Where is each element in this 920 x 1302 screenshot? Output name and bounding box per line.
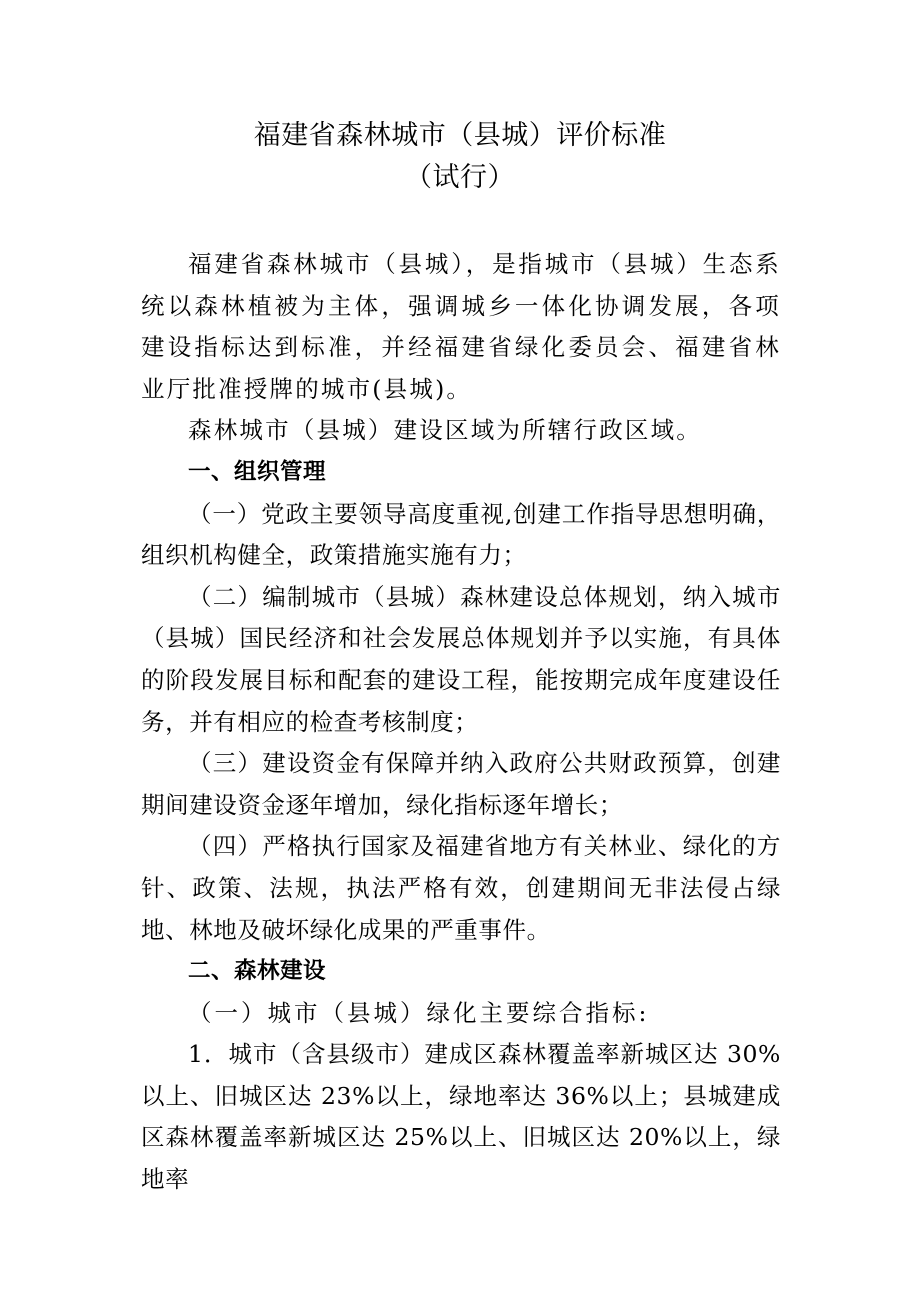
document-title: 福建省森林城市（县城）评价标准	[253, 120, 667, 151]
intro-paragraph: 森林城市（县城）建设区域为所辖行政区域。	[188, 416, 702, 445]
document-subtitle: （试行）	[405, 162, 515, 193]
section-item: 1．城市（含县级市）建成区森林覆盖率新城区达 30%以上、旧城区达 23%以上，绿地率达 36%以上；县城建成区森林覆盖率新城区达 25%以上、旧城区达 20%以上，绿地率	[141, 1040, 781, 1194]
document-body	[141, 244, 781, 1201]
section-item: （三）建设资金有保障并纳入政府公共财政预算，创建期间建设资金逐年增加，绿化指标逐年增长；	[141, 749, 781, 819]
section-heading-organization: 一、组织管理	[188, 458, 327, 485]
section-item: （四）严格执行国家及福建省地方有关林业、绿化的方针、政策、法规，执法严格有效，创建期间无非法侵占绿地、林地及破坏绿化成果的严重事件。	[141, 832, 781, 944]
section-heading-forest-construction: 二、森林建设	[188, 958, 327, 985]
section-item: （一）党政主要领导高度重视,创建工作指导思想明确，组织机构健全，政策措施实施有力；	[141, 499, 781, 570]
section-item: （二）编制城市（县城）森林建设总体规划，纳入城市（县城）国民经济和社会发展总体规划并予以实施，有具体的阶段发展目标和配套的建设工程，能按期完成年度建设任务，并有相应的检查考核制度；	[141, 582, 781, 736]
intro-paragraph: 福建省森林城市（县城），是指城市（县城）生态系统以森林植被为主体，强调城乡一体化协调发展，各项建设指标达到标准，并经福建省绿化委员会、福建省林业厅批准授牌的城市(县城)。	[141, 250, 781, 403]
section-item: （一）城市（县城）绿化主要综合指标:	[188, 998, 650, 1027]
